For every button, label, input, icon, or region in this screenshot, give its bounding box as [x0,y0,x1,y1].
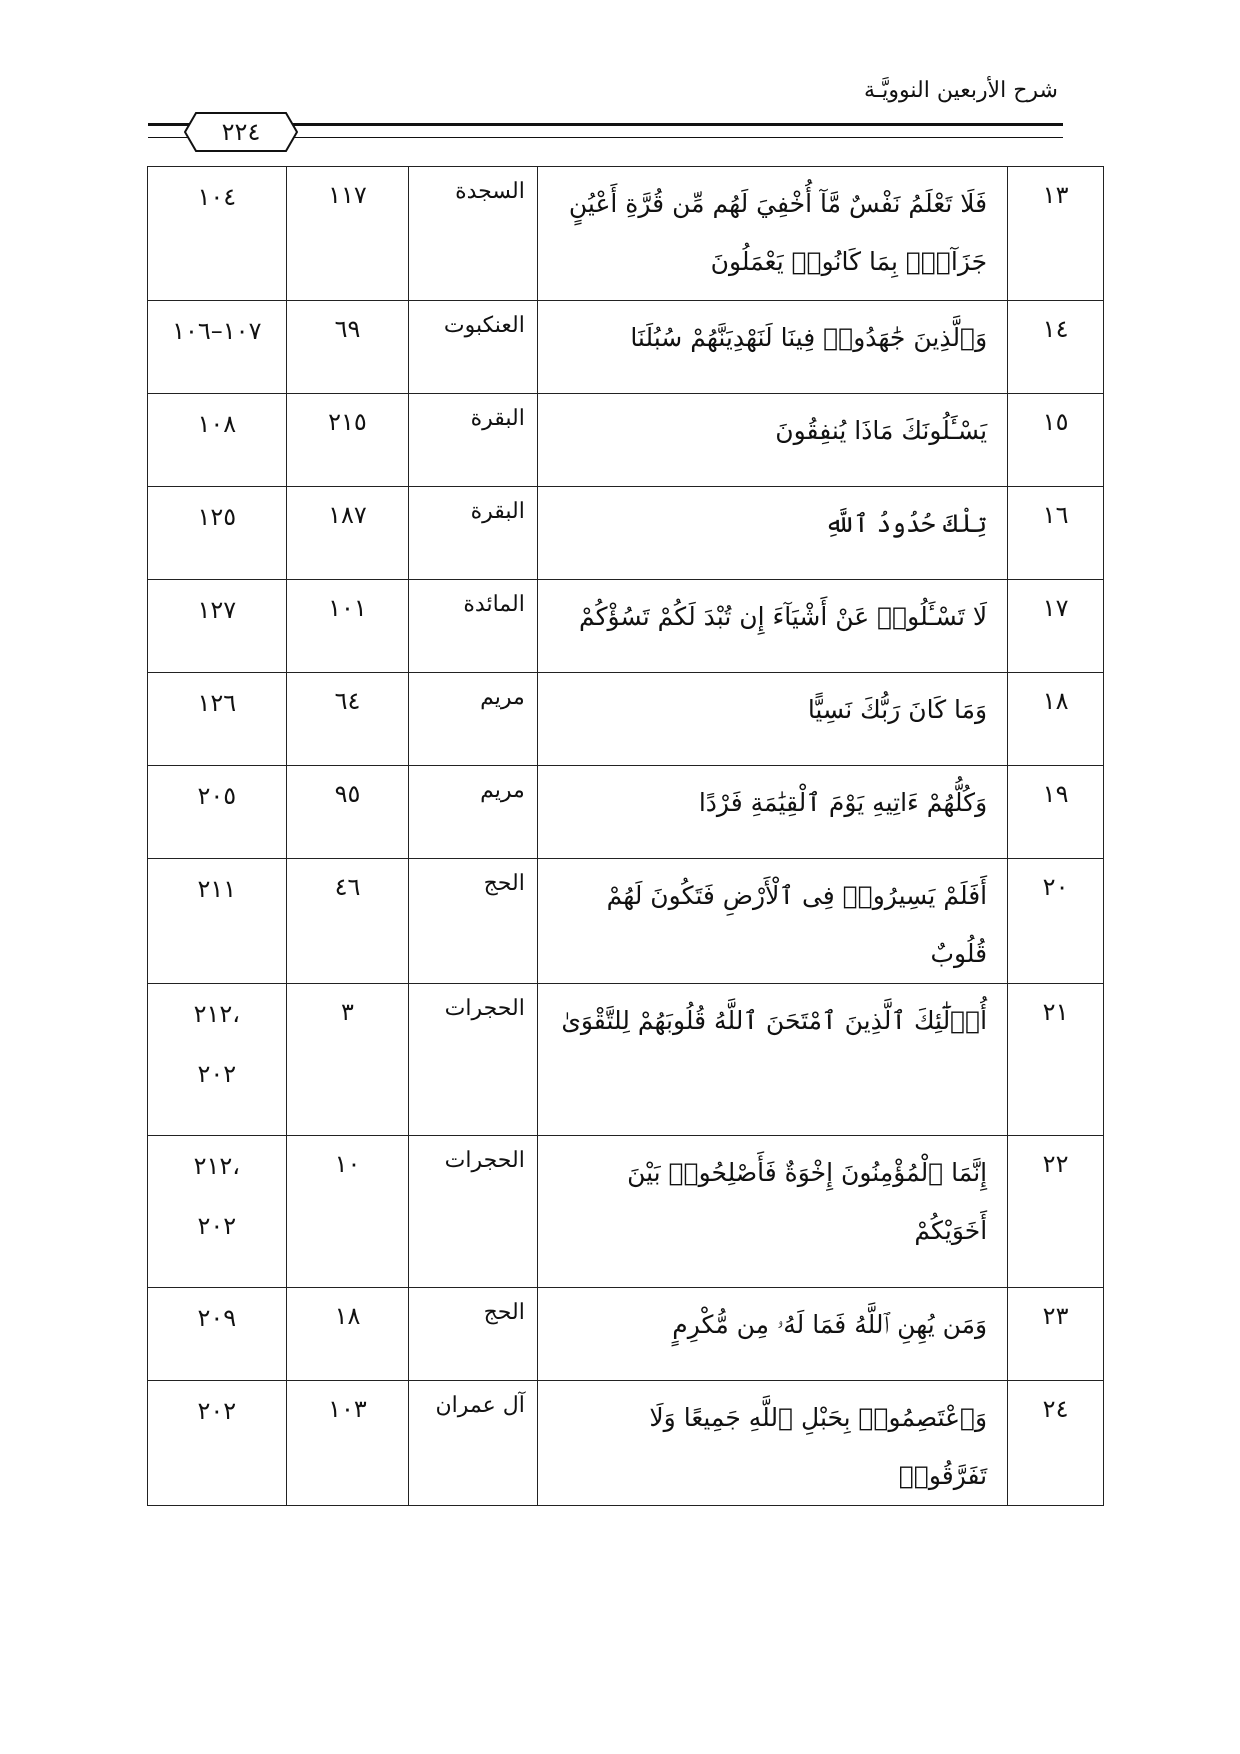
row-number: ١٤ [1008,301,1104,394]
verse-text: أَفَلَمْ يَسِيرُوا۟ فِى ٱلْأَرْضِ فَتَكُونَ لَهُمْ قُلُوبٌ [537,859,1007,984]
page-references [148,1381,287,1506]
page-ref: ١٢٥ [197,503,237,531]
table-row [148,673,1104,766]
page-ref: ١٢٦ [197,689,237,717]
table-row [148,487,1104,580]
ayah-number: ١١٧ [286,167,409,301]
page-ref: ٢١١ [197,875,237,903]
surah-name: السجدة [409,167,537,301]
page-references [148,984,287,1136]
row-number: ٢٣ [1008,1288,1104,1381]
surah-name: مريم [409,673,537,766]
verse-text: وَكُلُّهُمْ ءَاتِيهِ يَوْمَ ٱلْقِيَٰمَةِ فَرْدًا [537,766,1007,859]
page-references [148,1288,287,1381]
ayah-number: ٦٤ [286,673,409,766]
page-number: ٢٢٤ [221,118,261,146]
table-row [148,984,1104,1136]
surah-name: البقرة [409,487,537,580]
surah-name: الحجرات [409,1136,537,1288]
row-number: ٢٠ [1008,859,1104,984]
page-references [148,580,287,673]
running-title: شرح الأربعين النوويَّـة [864,78,1058,103]
ayah-number: ١٨ [286,1288,409,1381]
page-ref: ١٠٤ [197,183,237,211]
page-ref: ٢٠٢ [197,1397,237,1425]
page-references [148,859,287,984]
verse-text: لَا تَسْـَٔلُوا۟ عَنْ أَشْيَآءَ إِن تُبْدَ لَكُمْ تَسُؤْكُمْ [537,580,1007,673]
verse-text: فَلَا تَعْلَمُ نَفْسٌ مَّآ أُخْفِيَ لَهُم مِّن قُرَّةِ أَعْيُنٍ جَزَآءًۢ بِمَا كَانُوا۟ يَعْمَلُونَ [537,167,1007,301]
ayah-number: ٦٩ [286,301,409,394]
ayah-number: ١٠١ [286,580,409,673]
row-number: ١٨ [1008,673,1104,766]
ayah-number: ٤٦ [286,859,409,984]
verse-text: وَٱلَّذِينَ جَٰهَدُوا۟ فِينَا لَنَهْدِيَنَّهُمْ سُبُلَنَا [537,301,1007,394]
row-number: ١٩ [1008,766,1104,859]
table-row [148,394,1104,487]
surah-name: مريم [409,766,537,859]
row-number: ١٣ [1008,167,1104,301]
page-number-box [184,112,298,152]
table-row [148,167,1104,301]
surah-name: الحجرات [409,984,537,1136]
ayah-number: ١٠ [286,1136,409,1288]
page-ref: ،٢١٢ [193,1000,240,1028]
row-number: ٢١ [1008,984,1104,1136]
table-row [148,766,1104,859]
page-ref: ٢٠٢ [197,1212,237,1240]
row-number: ١٧ [1008,580,1104,673]
row-number: ١٥ [1008,394,1104,487]
surah-name: الحج [409,859,537,984]
surah-name: العنكبوت [409,301,537,394]
page-references [148,673,287,766]
verse-text: وَمَا كَانَ رَبُّكَ نَسِيًّا [537,673,1007,766]
page-ref: ١٢٧ [197,596,237,624]
verse-reference-table [147,166,1104,1506]
page-ref: ،٢١٢ [193,1152,240,1180]
page-references [148,301,287,394]
ayah-number: ٩٥ [286,766,409,859]
table-row [148,859,1104,984]
page-references [148,167,287,301]
verse-text: وَمَن يُهِنِ ٱللَّهُ فَمَا لَهُۥ مِن مُّكْرِمٍ [537,1288,1007,1381]
verse-text: تِلْكَ حُدُودُ ٱللَّهِ [537,487,1007,580]
page-ref: ١٠٧–١٠٦ [172,317,262,345]
table-row [148,1136,1104,1288]
surah-name: الحج [409,1288,537,1381]
page-ref: ٢٠٥ [197,782,237,810]
verse-text: وَٱعْتَصِمُوا۟ بِحَبْلِ ٱللَّهِ جَمِيعًا وَلَا تَفَرَّقُوا۟ [537,1381,1007,1506]
table-row [148,301,1104,394]
table-row [148,580,1104,673]
page-ref: ٢٠٢ [197,1060,237,1088]
row-number: ١٦ [1008,487,1104,580]
ayah-number: ١٨٧ [286,487,409,580]
table-row [148,1381,1104,1506]
surah-name: البقرة [409,394,537,487]
verse-text: أُو۟لَٰٓئِكَ ٱلَّذِينَ ٱمْتَحَنَ ٱللَّهُ قُلُوبَهُمْ لِلتَّقْوَىٰ [537,984,1007,1136]
page-references [148,766,287,859]
row-number: ٢٢ [1008,1136,1104,1288]
surah-name: المائدة [409,580,537,673]
verse-text: يَسْـَٔلُونَكَ مَاذَا يُنفِقُونَ [537,394,1007,487]
table-row [148,1288,1104,1381]
ayah-number: ٣ [286,984,409,1136]
ayah-number: ٢١٥ [286,394,409,487]
page-references [148,487,287,580]
ayah-number: ١٠٣ [286,1381,409,1506]
page-ref: ١٠٨ [197,410,237,438]
surah-name: آل عمران [409,1381,537,1506]
verse-text: إِنَّمَا ٱلْمُؤْمِنُونَ إِخْوَةٌ فَأَصْلِحُوا۟ بَيْنَ أَخَوَيْكُمْ [537,1136,1007,1288]
page-references [148,394,287,487]
page-ref: ٢٠٩ [197,1304,237,1332]
page-references [148,1136,287,1288]
row-number: ٢٤ [1008,1381,1104,1506]
